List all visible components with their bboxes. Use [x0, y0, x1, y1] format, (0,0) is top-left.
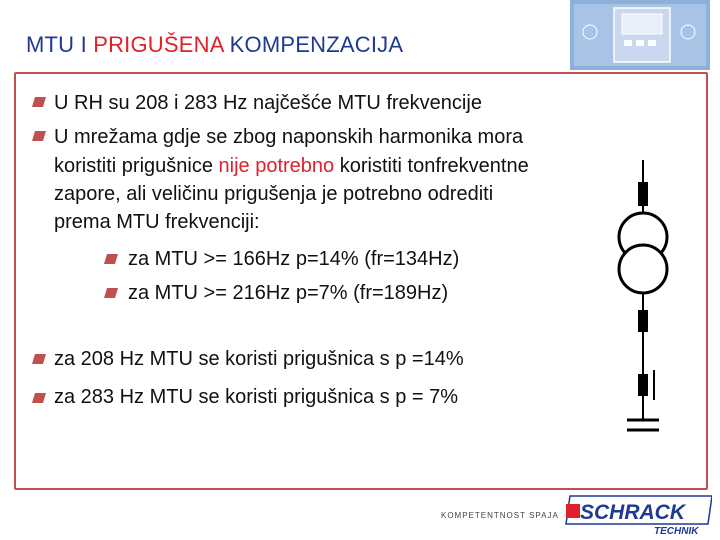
bullet-icon — [32, 393, 46, 403]
text-line-7: za 283 Hz MTU se koristi prigušnica s p = 7% — [54, 386, 459, 408]
title-part-3: KOMPENZACIJA — [223, 32, 404, 57]
circuit-diagram — [600, 160, 680, 450]
footer-tagline: KOMPETENTNOST SPAJA — [441, 511, 559, 520]
bullet-icon — [32, 354, 46, 364]
bullet-icon — [32, 97, 46, 107]
bullet-icon — [104, 254, 118, 264]
text-line-5: prema MTU frekvenciji: — [54, 211, 260, 233]
logo-sub-text: TECHNIK — [654, 526, 699, 537]
transformer-icon — [619, 213, 667, 293]
slide-title — [26, 32, 403, 58]
sub-line-1: za MTU >= 166Hz p=14% (fr=134Hz) — [128, 248, 460, 270]
title-part-1: MTU I — [26, 32, 94, 57]
text-line-3-highlight: nije potrebno — [218, 155, 335, 177]
capacitor-icon — [627, 420, 659, 430]
text-line-1: U RH su 208 i 283 Hz najčešće MTU frekvencije — [54, 92, 482, 114]
text-line-3-pre: koristiti prigušnice — [54, 155, 219, 177]
reactor-symbol-icon — [638, 374, 648, 396]
sub-line-2: za MTU >= 216Hz p=7% (fr=189Hz) — [128, 282, 449, 304]
bullet-icon — [104, 288, 118, 298]
switch-symbol-icon — [638, 310, 648, 332]
logo-main-text: SCHRACK — [580, 501, 685, 524]
fuse-symbol-icon — [638, 182, 648, 206]
bullet-icon — [32, 131, 46, 141]
text-line-3 — [54, 155, 529, 178]
text-line-4: zapore, ali veličinu prigušenja je potrebno odrediti — [54, 183, 494, 205]
logo-mark-icon — [566, 504, 580, 518]
device-header-image — [570, 0, 710, 70]
text-line-3-post: koristiti tonfrekventne — [334, 155, 529, 177]
text-line-6: za 208 Hz MTU se koristi prigušnica s p =14% — [54, 348, 464, 370]
text-line-2: U mrežama gdje se zbog naponskih harmonika mora — [54, 126, 524, 148]
schrack-logo — [562, 494, 712, 538]
title-highlight: PRIGUŠENA — [93, 32, 224, 57]
